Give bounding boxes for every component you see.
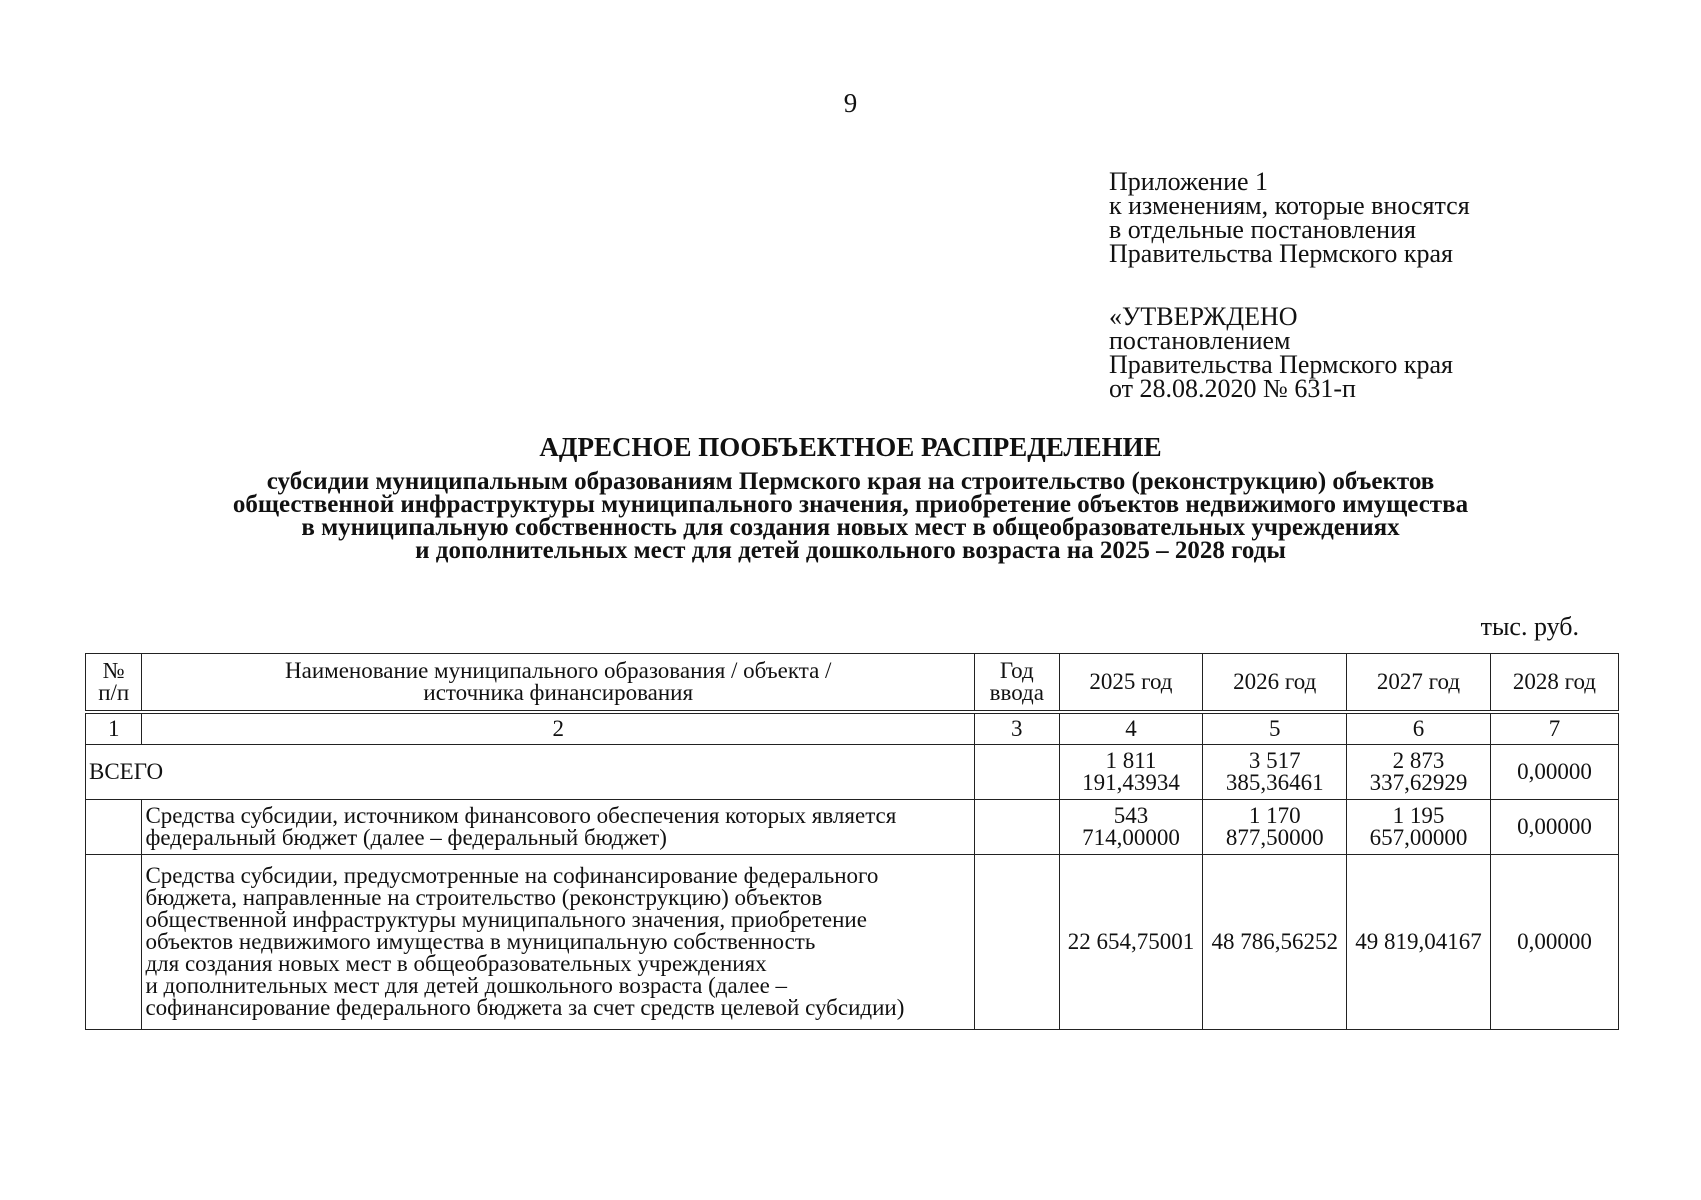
value-text: 337,62929: [1369, 770, 1468, 795]
value-text: 714,00000: [1082, 825, 1180, 850]
header-2028: 2028 год: [1490, 654, 1618, 713]
header-text: источника финансирования: [423, 680, 694, 705]
document-title: АДРЕСНОЕ ПООБЪЕКТНОЕ РАСПРЕДЕЛЕНИЕ: [539, 432, 1162, 462]
label-text: бюджета, направленные на строительство (реконструкцию) объектов: [145, 885, 823, 910]
value-text: 657,00000: [1369, 825, 1468, 850]
appendix-block: [1109, 167, 1470, 268]
row-year-cell: [975, 745, 1060, 800]
approval-line: «УТВЕРЖДЕНО: [1109, 302, 1298, 331]
value-text: 191,43934: [1082, 770, 1180, 795]
column-numbers-row: [86, 712, 1619, 745]
header-text: п/п: [98, 680, 130, 705]
row-number-cell: [86, 800, 142, 855]
value-text: 385,36461: [1225, 770, 1324, 795]
row-label: [142, 800, 975, 855]
label-text: объектов недвижимого имущества в муниципальную собственность: [145, 929, 816, 954]
document-subtitle: [60, 470, 1641, 562]
column-number: 2: [142, 712, 975, 745]
table-row-cofinancing: [86, 855, 1619, 1030]
label-text: общественной инфраструктуры муниципального значения, приобретение: [145, 907, 867, 932]
label-text: Средства субсидии, источником финансового обеспечения которых является: [145, 803, 897, 828]
header-text: ввода: [989, 680, 1044, 705]
table-row-federal: [86, 800, 1619, 855]
value-text: 543: [1113, 803, 1149, 828]
subtitle-line: общественной инфраструктуры муниципального значения, приобретение объектов недвижимого имущества: [232, 491, 1469, 518]
value-2028: 0,00000: [1490, 855, 1618, 1030]
column-number: 1: [86, 712, 142, 745]
value-2027: [1347, 800, 1491, 855]
row-year-cell: [975, 855, 1060, 1030]
row-label: ВСЕГО: [86, 745, 975, 800]
approval-line: от 28.08.2020 № 631-п: [1109, 374, 1356, 403]
value-2025: [1059, 745, 1203, 800]
value-text: 1 811: [1105, 748, 1157, 773]
row-number-cell: [86, 855, 142, 1030]
appendix-line: в отдельные постановления: [1109, 215, 1416, 244]
value-2025: [1059, 800, 1203, 855]
value-text: 3 517: [1248, 748, 1301, 773]
column-number: 7: [1490, 712, 1618, 745]
label-text: софинансирование федерального бюджета за счет средств целевой субсидии): [145, 995, 905, 1020]
header-name: [142, 654, 975, 713]
label-text: федеральный бюджет (далее – федеральный бюджет): [145, 825, 667, 850]
appendix-line: Приложение 1: [1109, 167, 1269, 196]
value-2026: 48 786,56252: [1203, 855, 1347, 1030]
column-number: 4: [1059, 712, 1203, 745]
value-text: 1 195: [1392, 803, 1445, 828]
subtitle-line: и дополнительных мест для детей дошкольного возраста на 2025 – 2028 годы: [415, 537, 1286, 564]
value-text: 877,50000: [1225, 825, 1324, 850]
column-number: 5: [1203, 712, 1347, 745]
value-2028: 0,00000: [1490, 745, 1618, 800]
value-2026: [1203, 745, 1347, 800]
header-text: Год: [999, 658, 1034, 683]
subtitle-line: в муниципальную собственность для создания новых мест в общеобразовательных учреждениях: [301, 514, 1400, 541]
value-text: 2 873: [1392, 748, 1445, 773]
header-2025: 2025 год: [1059, 654, 1203, 713]
units-label: тыс. руб.: [1480, 612, 1579, 641]
distribution-table: [85, 653, 1619, 1030]
header-2027: 2027 год: [1347, 654, 1491, 713]
appendix-line: Правительства Пермского края: [1109, 239, 1453, 268]
page-number: 9: [843, 88, 858, 118]
value-2028: 0,00000: [1490, 800, 1618, 855]
value-2026: [1203, 800, 1347, 855]
column-number: 3: [975, 712, 1060, 745]
approval-line: Правительства Пермского края: [1109, 350, 1453, 379]
appendix-line: к изменениям, которые вносятся: [1109, 191, 1470, 220]
header-text: №: [102, 658, 125, 683]
value-2027: [1347, 745, 1491, 800]
approval-block: [1109, 302, 1453, 403]
label-text: и дополнительных мест для детей дошкольного возраста (далее –: [145, 973, 788, 998]
value-text: 1 170: [1248, 803, 1301, 828]
approval-line: постановлением: [1109, 326, 1291, 355]
label-text: Средства субсидии, предусмотренные на софинансирование федерального: [145, 863, 879, 888]
row-label: [142, 855, 975, 1030]
header-year-of-commissioning: [975, 654, 1060, 713]
value-2027: 49 819,04167: [1347, 855, 1491, 1030]
column-number: 6: [1347, 712, 1491, 745]
subtitle-line: субсидии муниципальным образованиям Пермского края на строительство (реконструкцию) объектов: [266, 468, 1435, 495]
row-year-cell: [975, 800, 1060, 855]
header-number: [86, 654, 142, 713]
table-header-row: [86, 654, 1619, 713]
header-text: Наименование муниципального образования / объекта /: [285, 658, 832, 683]
label-text: для создания новых мест в общеобразовательных учреждениях: [145, 951, 767, 976]
header-2026: 2026 год: [1203, 654, 1347, 713]
table-row-total: [86, 745, 1619, 800]
value-2025: 22 654,75001: [1059, 855, 1203, 1030]
